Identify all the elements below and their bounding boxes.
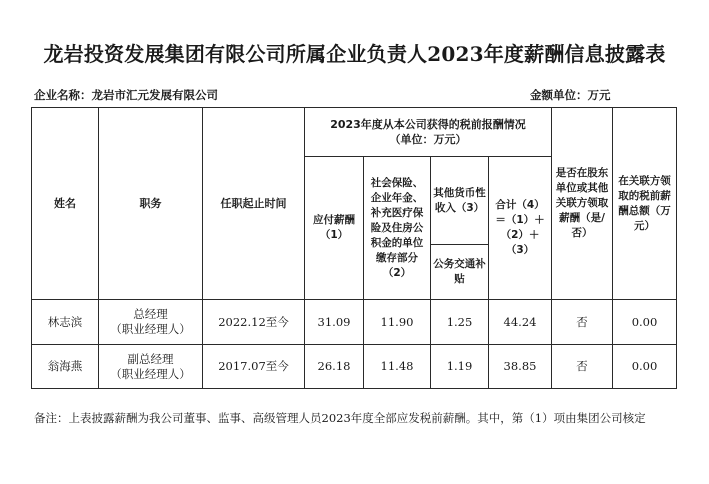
header-pretax-group: 2023年度从本公司获得的税前报酬情况（单位：万元） — [305, 108, 552, 157]
company-line — [34, 87, 218, 103]
position-type: （职业经理人） — [110, 322, 191, 336]
cell-salary: 31.09 — [305, 300, 364, 345]
cell-position — [99, 345, 203, 389]
footnote: 备注：上表披露薪酬为我公司董事、监事、高级管理人员2023年度全部应发税前薪酬。其中，第（1）项由集团公司核定 — [34, 411, 646, 425]
header-insurance: 社会保险、企业年金、补充医疗保险及住房公积金的单位缴存部分（2） — [364, 157, 431, 300]
unit-line — [530, 87, 611, 103]
table-row — [32, 300, 677, 345]
cell-name: 翁海燕 — [32, 345, 99, 389]
cell-other-income: 1.19 — [431, 345, 489, 389]
cell-position — [99, 300, 203, 345]
cell-term: 2017.07至今 — [203, 345, 305, 389]
cell-term: 2022.12至今 — [203, 300, 305, 345]
cell-related-party: 否 — [552, 345, 613, 389]
table-row — [32, 345, 677, 389]
salary-disclosure-table — [31, 107, 677, 389]
company-name: 龙岩市汇元发展有限公司 — [91, 88, 218, 102]
header-term: 任职起止时间 — [203, 108, 305, 300]
header-other-income: 其他货币性收入（3） — [431, 157, 489, 245]
position-type: （职业经理人） — [110, 366, 191, 381]
cell-total: 38.85 — [489, 345, 552, 389]
cell-name: 林志滨 — [32, 300, 99, 345]
company-label: 企业名称： — [34, 88, 92, 102]
header-related-party: 是否在股东单位或其他关联方领取薪酬（是/否） — [552, 108, 613, 300]
unit-label: 金额单位： — [530, 88, 588, 102]
cell-insurance: 11.48 — [364, 345, 431, 389]
cell-total: 44.24 — [489, 300, 552, 345]
position-title: 总经理 — [133, 307, 168, 321]
cell-other-income: 1.25 — [431, 300, 489, 345]
cell-insurance: 11.90 — [364, 300, 431, 345]
header-name: 姓名 — [32, 108, 99, 300]
header-total: 合计（4）＝（1）＋（2）＋（3） — [489, 157, 552, 300]
cell-related-amount: 0.00 — [613, 345, 677, 389]
cell-related-party: 否 — [552, 300, 613, 345]
unit-value: 万元 — [587, 88, 611, 102]
cell-salary: 26.18 — [305, 345, 364, 389]
cell-related-amount: 0.00 — [613, 300, 677, 345]
page-title: 龙岩投资发展集团有限公司所属企业负责人2023年度薪酬信息披露表 — [43, 42, 666, 66]
position-title: 副总经理 — [127, 351, 174, 366]
header-transport-allowance: 公务交通补贴 — [431, 245, 489, 300]
header-salary: 应付薪酬（1） — [305, 157, 364, 300]
header-related-amount: 在关联方领取的税前薪酬总额（万元） — [613, 108, 677, 300]
header-position: 职务 — [99, 108, 203, 300]
